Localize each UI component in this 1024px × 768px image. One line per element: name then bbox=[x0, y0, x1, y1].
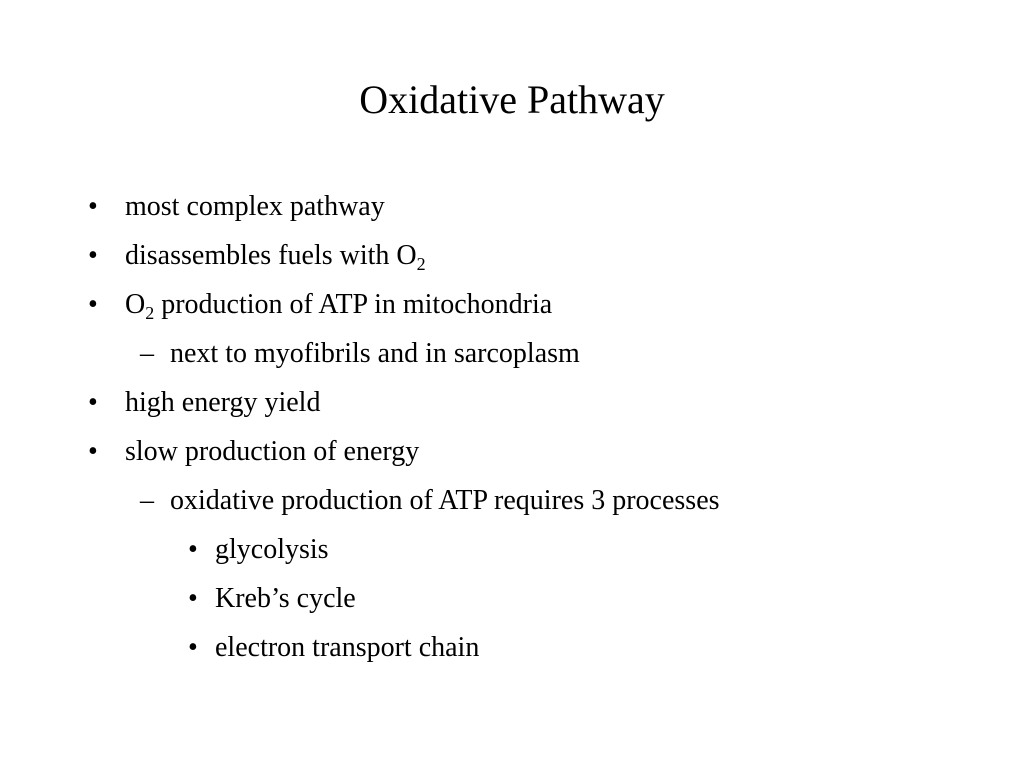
sub-bullet-text: next to myofibrils and in sarcoplasm bbox=[170, 338, 580, 369]
bullet-text: high energy yield bbox=[125, 387, 321, 418]
bullet-text-with-subscript bbox=[125, 288, 552, 322]
bullet-text-suffix: production of ATP in mitochondria bbox=[154, 289, 553, 320]
sub-sub-bullet-text: glycolysis bbox=[215, 534, 329, 565]
bullet-text: slow production of energy bbox=[125, 436, 420, 467]
dash-marker: – bbox=[140, 338, 154, 369]
subscript: 2 bbox=[416, 254, 426, 274]
subscript: 2 bbox=[145, 303, 155, 323]
bullet-text-with-subscript bbox=[125, 239, 426, 273]
bullet-marker: • bbox=[188, 534, 198, 565]
bullet-marker: • bbox=[88, 240, 98, 271]
bullet-text-prefix: O bbox=[125, 289, 146, 320]
dash-marker: – bbox=[140, 485, 154, 516]
sub-sub-bullet-text: Kreb’s cycle bbox=[215, 583, 356, 614]
sub-bullet-text: oxidative production of ATP requires 3 processes bbox=[170, 485, 720, 516]
bullet-text: most complex pathway bbox=[125, 191, 385, 222]
bullet-text: disassembles fuels with O bbox=[125, 240, 417, 271]
bullet-marker: • bbox=[88, 191, 98, 222]
bullet-marker: • bbox=[188, 632, 198, 663]
bullet-marker: • bbox=[88, 289, 98, 320]
slide-title: Oxidative Pathway bbox=[359, 77, 665, 122]
sub-sub-bullet-text: electron transport chain bbox=[215, 632, 480, 663]
bullet-marker: • bbox=[188, 583, 198, 614]
bullet-marker: • bbox=[88, 436, 98, 467]
bullet-marker: • bbox=[88, 387, 98, 418]
